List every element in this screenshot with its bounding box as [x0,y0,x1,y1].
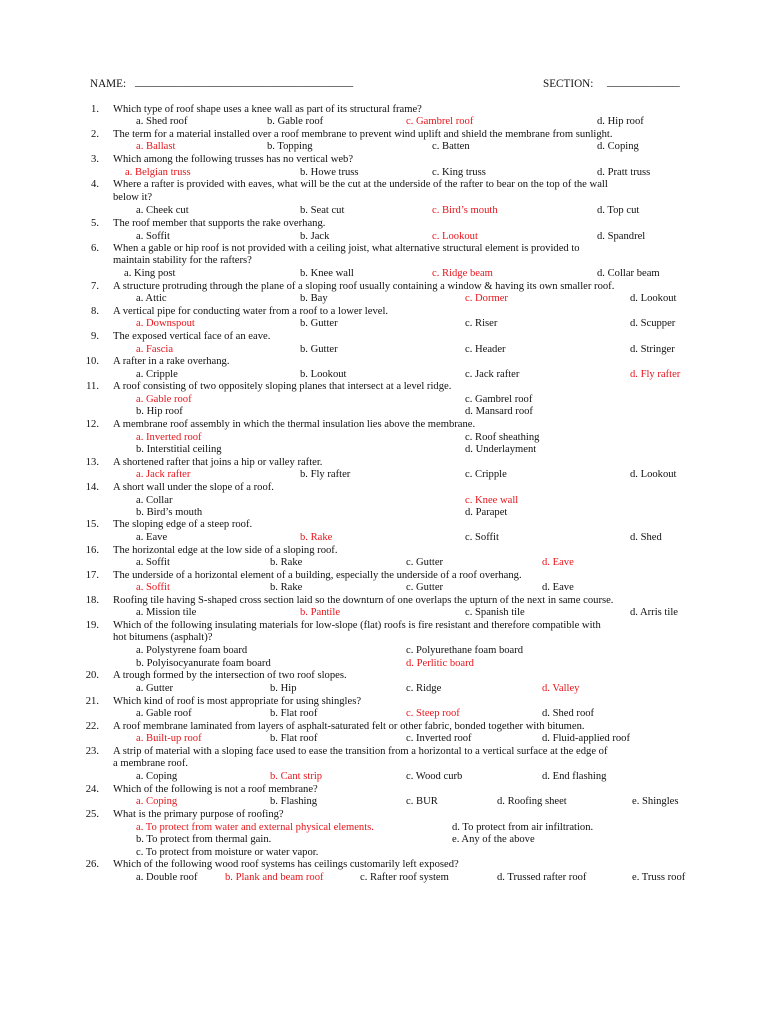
choice-b: b. Hip [270,683,297,694]
choice-b: b. Interstitial ceiling [136,444,222,455]
choice-b: b. Polyisocyanurate foam board [136,658,271,669]
choice-c: c. Gambrel roof [465,394,533,405]
choice-a: a. King post [124,268,176,279]
question-number: 3. [91,154,99,165]
choice-d: d. Shed roof [542,708,595,719]
choice-a: a. Cripple [136,369,178,380]
question-number: 2. [91,129,99,140]
choice-d: d. Lookout [630,293,677,304]
question-text: A strip of material with a sloping face used to ease the transition from a horizontal to a vertical surface at the edge of [113,746,608,757]
question-number: 24. [85,784,99,795]
question-number: 8. [91,306,99,317]
choice-b: b. Gutter [300,318,338,329]
question-text: A roof consisting of two oppositely sloping planes that intersect at a level ridge. [113,381,452,392]
choice-a-answer: a. Jack rafter [136,469,191,480]
choice-d-answer: d. Eave [542,557,574,568]
choice-c-answer: c. Steep roof [406,708,460,719]
choice-c: c. Roof sheathing [465,432,540,443]
choice-b: b. Topping [267,141,313,152]
question-text: Which of the following wood roof systems has ceilings customarily left exposed? [113,859,459,870]
choice-b: b. Gable roof [267,116,324,127]
question-number: 14. [85,482,99,493]
choice-c: c. Riser [465,318,498,329]
choice-a: a. Coping [136,771,178,782]
question-text: A vertical pipe for conducting water from a roof to a lower level. [113,306,389,317]
question-number: 7. [91,281,99,292]
question-text: The sloping edge of a steep roof. [113,519,253,530]
question-number: 12. [85,419,99,430]
choice-d: d. Lookout [630,469,677,480]
choice-d: d. Trussed rafter roof [497,872,587,883]
choice-d: d. Hip roof [597,116,644,127]
choice-b: b. Flat roof [270,708,318,719]
choice-c-answer: c. Gambrel roof [406,116,474,127]
choice-a: a. Polystyrene foam board [136,645,248,656]
question-text-cont: maintain stability for the rafters? [113,255,252,266]
choice-d: d. End flashing [542,771,607,782]
section-line: _____________ [607,76,680,88]
choice-d: d. Mansard roof [465,406,533,417]
question-text: Which of the following is not a roof membrane? [113,784,318,795]
choice-d: d. Arris tile [630,607,678,618]
choice-b: b. Bird’s mouth [136,507,203,518]
choice-a: a. Gutter [136,683,174,694]
choice-a-answer: a. Fascia [136,344,174,355]
choice-c: c. Batten [432,141,470,152]
choice-c: c. To protect from moisture or water vapor. [136,847,319,858]
choice-d: d. Collar beam [597,268,660,279]
question-text: Which type of roof shape uses a knee wall as part of its structural frame? [113,104,422,115]
choice-b: b. Bay [300,293,328,304]
choice-d-answer: d. Valley [542,683,580,694]
section-label: SECTION: [543,78,594,90]
question-text: A membrane roof assembly in which the thermal insulation lies above the membrane. [113,419,476,430]
choice-e: e. Truss roof [632,872,686,883]
choice-d-answer: d. Fly rafter [630,369,681,380]
choice-a: a. Cheek cut [136,205,189,216]
choice-a: a. Soffit [136,557,170,568]
choice-d: d. To protect from air infiltration. [452,822,594,833]
question-number: 6. [91,243,99,254]
choice-d: d. Underlayment [465,444,537,455]
choice-c: c. Spanish tile [465,607,525,618]
choice-c: c. Rafter roof system [360,872,449,883]
question-number: 10. [85,356,99,367]
choice-c: c. Soffit [465,532,499,543]
question-text: Where a rafter is provided with eaves, what will be the cut at the underside of the rafter to bear on the top of the wall [113,179,608,190]
choice-a-answer: a. Coping [136,796,178,807]
choice-d-answer: d. Perlitic board [406,658,474,669]
question-text: A roof membrane laminated from layers of asphalt-saturated felt or other fabric, bonded together with bitumen. [113,721,585,732]
question-text: The exposed vertical face of an eave. [113,331,271,342]
choice-c-answer: c. Lookout [432,231,478,242]
question-text: Roofing tile having S-shaped cross section laid so the downturn of one overlaps the upturn of the next in same course. [113,595,614,606]
choice-b: b. Gutter [300,344,338,355]
choice-a: a. Eave [136,532,168,543]
choice-c: c. Cripple [465,469,507,480]
question-text: What is the primary purpose of roofing? [113,809,284,820]
choice-b-answer: b. Pantile [300,607,341,618]
choice-c: c. Gutter [406,557,444,568]
choice-d: d. Spandrel [597,231,646,242]
choice-c: c. Gutter [406,582,444,593]
choice-c: c. Header [465,344,506,355]
choice-a: a. Soffit [136,231,170,242]
question-number: 1. [91,104,99,115]
choice-b: b. Knee wall [300,268,354,279]
question-number: 22. [85,721,99,732]
choice-e: e. Any of the above [452,834,535,845]
choice-a-answer: a. Ballast [136,141,176,152]
choice-d: d. Stringer [630,344,675,355]
choice-c: c. Jack rafter [465,369,520,380]
choice-b: b. Fly rafter [300,469,351,480]
choice-b: b. To protect from thermal gain. [136,834,272,845]
choice-c-answer: c. Knee wall [465,495,519,506]
question-number: 9. [91,331,99,342]
question-text: The term for a material installed over a roof membrane to prevent wind uplift and shield the membrane from sunlight. [113,129,613,140]
question-number: 21. [85,696,99,707]
choice-a-answer: a. Belgian truss [125,167,191,178]
question-text: A trough formed by the intersection of two roof slopes. [113,670,347,681]
choice-a-answer: a. To protect from water and external physical elements. [136,822,374,833]
question-number: 11. [86,381,99,392]
question-text: The horizontal edge at the low side of a sloping roof. [113,545,338,556]
choice-c: c. Wood curb [406,771,463,782]
choice-b: b. Seat cut [300,205,345,216]
choice-b-answer: b. Plank and beam roof [225,872,324,883]
choice-a: a. Double roof [136,872,198,883]
question-text: The underside of a horizontal element of a building, especially the underside of a roof overhang. [113,570,522,581]
choice-a: a. Shed roof [136,116,188,127]
question-number: 25. [85,809,99,820]
choice-d: d. Parapet [465,507,508,518]
choice-b-answer: b. Rake [300,532,333,543]
choice-c-answer: c. Ridge beam [432,268,493,279]
choice-d: d. Top cut [597,205,640,216]
choice-d: d. Eave [542,582,574,593]
choice-a: a. Gable roof [136,708,192,719]
question-number: 15. [85,519,99,530]
question-text: Which kind of roof is most appropriate for using shingles? [113,696,362,707]
question-number: 4. [91,179,99,190]
choice-d: d. Roofing sheet [497,796,567,807]
choice-c-answer: c. Bird’s mouth [432,205,498,216]
choice-b: b. Howe truss [300,167,359,178]
choice-a-answer: a. Gable roof [136,394,192,405]
choice-c-answer: c. Dormer [465,293,508,304]
question-text: When a gable or hip roof is not provided with a ceiling joist, what alternative structural element is provided to [113,243,580,254]
question-text-cont: hot bitumens (asphalt)? [113,632,213,643]
choice-c: c. Polyurethane foam board [406,645,524,656]
choice-b: b. Lookout [300,369,347,380]
choice-c: c. King truss [432,167,486,178]
choice-d: d. Scupper [630,318,676,329]
question-number: 17. [85,570,99,581]
choice-a-answer: a. Inverted roof [136,432,202,443]
choice-a-answer: a. Downspout [136,318,195,329]
question-text: A rafter in a rake overhang. [113,356,230,367]
choice-d: d. Fluid-applied roof [542,733,630,744]
question-text: Which of the following insulating materials for low-slope (flat) roofs is fire resistant and therefore compatible with [113,620,601,631]
choice-b: b. Hip roof [136,406,183,417]
question-number: 23. [85,746,99,757]
choice-e: e. Shingles [632,796,679,807]
choice-b: b. Jack [300,231,330,242]
question-text: The roof member that supports the rake overhang. [113,218,326,229]
question-number: 19. [85,620,99,631]
question-text: A shortened rafter that joins a hip or valley rafter. [113,457,323,468]
choice-b: b. Flat roof [270,733,318,744]
name-label: NAME: [90,78,127,90]
name-line: _______________________________________ [135,76,354,88]
question-text-cont: below it? [113,192,153,203]
question-number: 5. [91,218,99,229]
choice-d: d. Shed [630,532,662,543]
choice-d: d. Coping [597,141,639,152]
choice-a: a. Mission tile [136,607,197,618]
question-text-cont: a membrane roof. [113,758,189,769]
choice-a-answer: a. Built-up roof [136,733,202,744]
choice-c: c. Ridge [406,683,442,694]
choice-b-answer: b. Cant strip [270,771,323,782]
question-number: 20. [85,670,99,681]
question-number: 26. [85,859,99,870]
choice-b: b. Rake [270,582,303,593]
choice-a-answer: a. Soffit [136,582,170,593]
choice-c: c. BUR [406,796,438,807]
question-number: 18. [85,595,99,606]
question-number: 16. [85,545,99,556]
choice-b: b. Rake [270,557,303,568]
choice-a: a. Collar [136,495,173,506]
choice-d: d. Pratt truss [597,167,651,178]
choice-a: a. Attic [136,293,167,304]
question-text: A short wall under the slope of a roof. [113,482,274,493]
choice-c: c. Inverted roof [406,733,472,744]
question-number: 13. [85,457,99,468]
question-text: Which among the following trusses has no vertical web? [113,154,354,165]
question-text: A structure protruding through the plane of a sloping roof usually containing a window & having its own smaller roof. [113,281,615,292]
choice-b: b. Flashing [270,796,318,807]
